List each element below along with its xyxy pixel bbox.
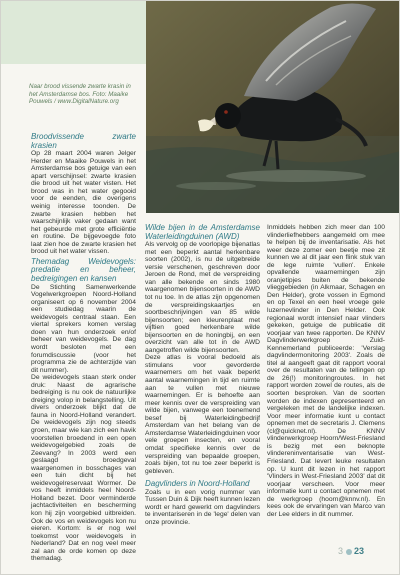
- article-heading-wild-bees: Wilde bijen in de Amsterdamse Waterleidingduinen (AWD): [145, 223, 260, 241]
- current-page-number: 23: [354, 546, 365, 556]
- article-body-bread-fishing-coots: Op 28 maart 2004 waren Jelger Herder en Maaike Pouwels in het Amsterdamse bos getuige van een apart verschijnsel: zwarte krasien die brood uit het water visten. Het brood was in het water gegooid voor de eenden, die overigens weinig interesse toonden. De zwarte krasien hebben het waarschijnlijk vaker gedaan want het gebeurde met grote efficiëntie en routine. De bijgevoegde foto laat zien hoe de zwarte krasien het brood uit het water vissen.: [31, 150, 136, 256]
- page-number: [338, 546, 364, 556]
- coot-fishing-bread-image: [146, 1, 400, 213]
- article-body-meadow-birds-theme-day: De Stichting Samenwerkende Vogelwerkgroepen Noord-Holland organiseert op 6 november 2004 een studiedag waarin de weidevogels centraal staan. Een viertal sprekers komen verslag doen van hun onderzoek en/of beheer van weidevogels. De dag wordt besloten met een forumdiscussie (voor het programma zie de achterzijde van dit nummer). De weidevogels staan sterk onder druk: Naast de agrarische bedreiging is nu ook de natuurlijke dreiging volop in belangstelling. Uit divers onderzoek blijkt dat de fauna in Noord-Holland verandert. De weidevogels zijn nog steeds groen, maar wie kan zich een havik voorstellen broedend in een open weidevogelgebied zoals de Zeevang? In 2003 werd een geslaagd broedgeval waargenomen in bosschages van een tuin dicht bij het weidevogelreservaat Wormer. De vos heeft inmiddels heel Noord-Holland bezet. Door verminderde jachtactiviteiten en bescherming kon hij zijn voorgebied uitbreiden. Ook de vos en weidevogels kon nu eieren. Kortom: is er nog wel toekomst voor weidevogels in Nederland? Dat en nog veel meer zal aan de orde komen op deze themadag.: [31, 283, 136, 563]
- article-body-wild-bees: Als vervolg op de voorlopige bijenatlas met een beperkt aantal herkenbare soorten (2002), is nu de uitgebreide versie verschenen, geschreven door Jeroen de Rond, met de verspreiding van alle bekende en sinds 1980 waargenomen bijensoorten in de AWD tot nu toe. In de atlas zijn opgenomen de verspreidingskaartjes en soortbeschrijvingen van 85 wilde bijensoorten; een kleurenplaat met vijftien goed herkenbare wilde bijensoorten en de honingbij, en een overzicht van alle tot in de AWD aangetroffen wilde bijensoorten. Deze atlas is vooral bedoeld als stimulans voor gevorderde waarnemers om het vaak beperkt aantal waarnemingen in tijd en ruimte aan te vullen met nieuwe waarnemingen. Er is behoefte aan meer kennis over de verspreiding van wilde bijen, vanwege een toenemend besef bij Waterleidingbedrijf Amsterdam van het belang van de Amsterdamse Waterleidingduinen voor vele groepen insecten, en vooral omdat specifieke kennis over de verspreiding van bepaalde groepen, zoals bijen, tot nu toe zeer beperkt is gebleven.: [145, 241, 260, 475]
- article-heading-bread-fishing-coots: Broodvissende zwarte krasien: [31, 132, 136, 150]
- previous-page-number: 3: [338, 546, 344, 556]
- photo-caption: Naar brood vissende zwarte krasin in het Amsterdamse bos. Foto: Maaike Pouwels / www.DigitalNature.org: [29, 83, 131, 106]
- column-right: [267, 224, 385, 518]
- article-body-butterflies-continued: Inmiddels hebben zich meer dan 100 vlinderliefhebbers aangemeld om mee te helpen bij de inventarisatie. Als het weer deze zomer een beetje mee zit kunnen we al dit jaar een flink stuk van de lege ruimte 'vullen'. Enkele opvallende waarnemingen zijn oranjetipjes buiten de bekende vlieggebieden (in Alkmaar, Schagen en Den Helder), grote vossen in Egmond en op Texel en een heel vroege gele luzernevlinder in Den Helder. Ook regionaal wordt intensief naar vlinders gekeken, getuige de publicatie dit voorjaar van twee rapporten. De KNNV Dagvlinderwerkgroep Zuid-Kennemerland publiceerde: 'Verslag dagvlindermonitoring 2003'. Zoals de titel al aangeeft gaat dit rapport vooral over de resultaten van de tellingen op de 26(!) monitoringroutes. In het rapport worden zowel de routes, als de soorten besproken. Van de soorten worden de indexen gepresenteerd en vergeleken met de landelijke indexen. Voor meer informatie kunt u contact opnemen met de secretaris J. Clemens (cl@quicknet.nl). De KNNV vlinderwerkgroep Hoorn/West-Friesland is bezig met een beknopte vlindereninventarisatie van West-Friesland. Dat levert leuke resultaten op. U kunt dit lezen in het rapport 'Vlinders in West-Friesland 2003' dat dit voorjaar verscheen. Voor meer informatie kunt u contact opnemen met de werkgroep (hoorn@knnv.nl). En kees ook de ervaringen van Marco van der Lee elders in dit nummer.: [267, 224, 385, 518]
- decorative-green-panel: [1, 1, 146, 64]
- article-heading-butterflies: Dagvlinders in Noord-Holland: [145, 479, 250, 489]
- column-middle: [145, 224, 260, 526]
- column-left: [31, 133, 136, 563]
- article-heading-meadow-birds-theme-day: Themadag Weidevogels: predatie en beheer, bedreigingen en kansen: [31, 256, 136, 284]
- article-body-butterflies: Zoals u in een vorig nummer van Tussen Duin & Dijk heeft kunnen lezen wordt er hard gewerkt om dagvlinders te inventariseren in de 'lege' delen van onze provincie.: [145, 488, 260, 526]
- bird-photo: [146, 1, 400, 213]
- page-dot-icon: [346, 549, 352, 555]
